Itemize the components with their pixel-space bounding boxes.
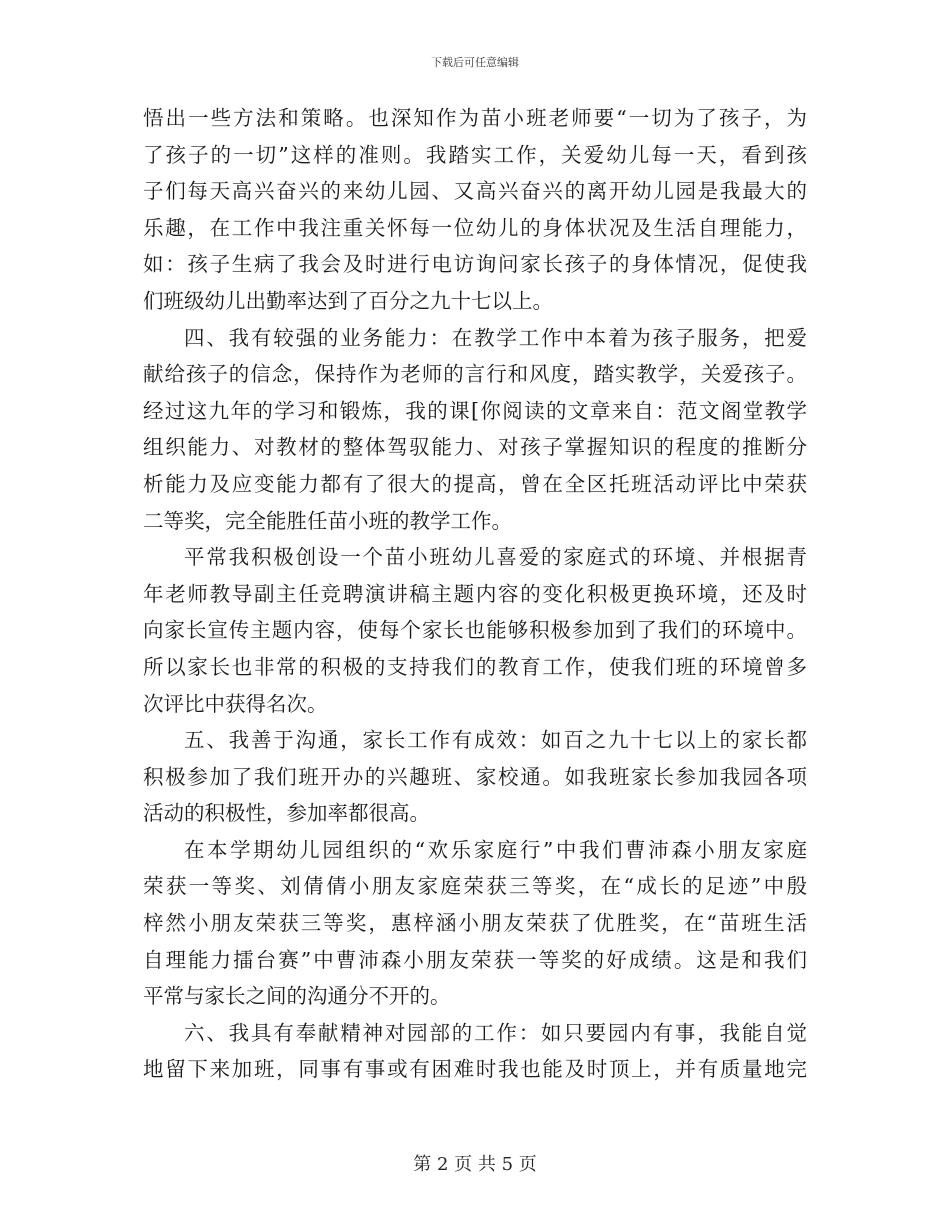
text-line: 梓然小朋友荣获三等奖，惠梓涵小朋友荣获了优胜奖，在“苗班生活 [143,911,807,936]
page-header: 下载后可任意编辑 [431,56,519,69]
text-line: 次评比中获得名次。 [143,691,328,716]
text-line: 五、我善于沟通，家长工作有成效：如百之九十七以上的家长都 [184,728,807,753]
text-line: 向家长宣传主题内容，使每个家长也能够积极参加到了我们的环境中。 [143,618,807,643]
text-line: 六、我具有奉献精神对园部的工作：如只要园内有事，我能自觉 [184,1020,807,1045]
text-line: 献给孩子的信念，保持作为老师的言行和风度，踏实教学，关爱孩子。 [143,362,807,387]
text-line: 所以家长也非常的积极的支持我们的教育工作，使我们班的环境曾多 [143,654,807,679]
text-line: 悟出一些方法和策略。也深知作为苗小班老师要“一切为了孩子，为 [143,106,807,130]
text-line: 析能力及应变能力都有了很大的提高，曾在全区托班活动评比中荣获 [143,471,807,496]
document-body [143,100,807,1088]
text-line: 荣获一等奖、刘倩倩小朋友家庭荣获三等奖，在“成长的足迹”中殷 [143,874,807,899]
text-line: 活动的积极性，参加率都很高。 [143,801,430,826]
text-line: 平常与家长之间的沟通分不开的。 [143,984,451,1009]
text-line: 平常我积极创设一个苗小班幼儿喜爱的家庭式的环境、并根据青 [184,545,807,570]
text-line: 如：孩子生病了我会及时进行电访询问家长孩子的身体情况，促使我 [143,252,807,277]
text-line: 地留下来加班，同事有事或有困难时我也能及时顶上，并有质量地完 [143,1057,807,1082]
text-line: 经过这九年的学习和锻炼，我的课[你阅读的文章来自：范文阁堂教学 [143,398,807,423]
text-line: 积极参加了我们班开办的兴趣班、家校通。如我班家长参加我园各项 [143,764,807,789]
text-line: 乐趣，在工作中我注重关怀每一位幼儿的身体状况及生活自理能力， [143,215,807,240]
text-line: 在本学期幼儿园组织的“欢乐家庭行”中我们曹沛森小朋友家庭 [184,837,807,862]
text-line: 年老师教导副主任竞聘演讲稿主题内容的变化积极更换环境，还及时 [143,581,807,606]
text-line: 了孩子的一切”这样的准则。我踏实工作，关爱幼儿每一天，看到孩 [143,142,807,167]
text-line: 们班级幼儿出勤率达到了百分之九十七以上。 [143,288,553,313]
page-footer: 第 2 页 共 5 页 [413,1154,537,1175]
text-line: 组织能力、对教材的整体驾驭能力、对孩子掌握知识的程度的推断分 [143,435,807,460]
text-line: 二等奖，完全能胜任苗小班的教学工作。 [143,508,512,533]
text-line: 四、我有较强的业务能力：在教学工作中本着为孩子服务，把爱 [184,325,807,350]
text-line: 子们每天高兴奋兴的来幼儿园、又高兴奋兴的离开幼儿园是我最大的 [143,179,807,204]
text-line: 自理能力擂台赛”中曹沛森小朋友荣获一等奖的好成绩。这是和我们 [143,947,807,972]
